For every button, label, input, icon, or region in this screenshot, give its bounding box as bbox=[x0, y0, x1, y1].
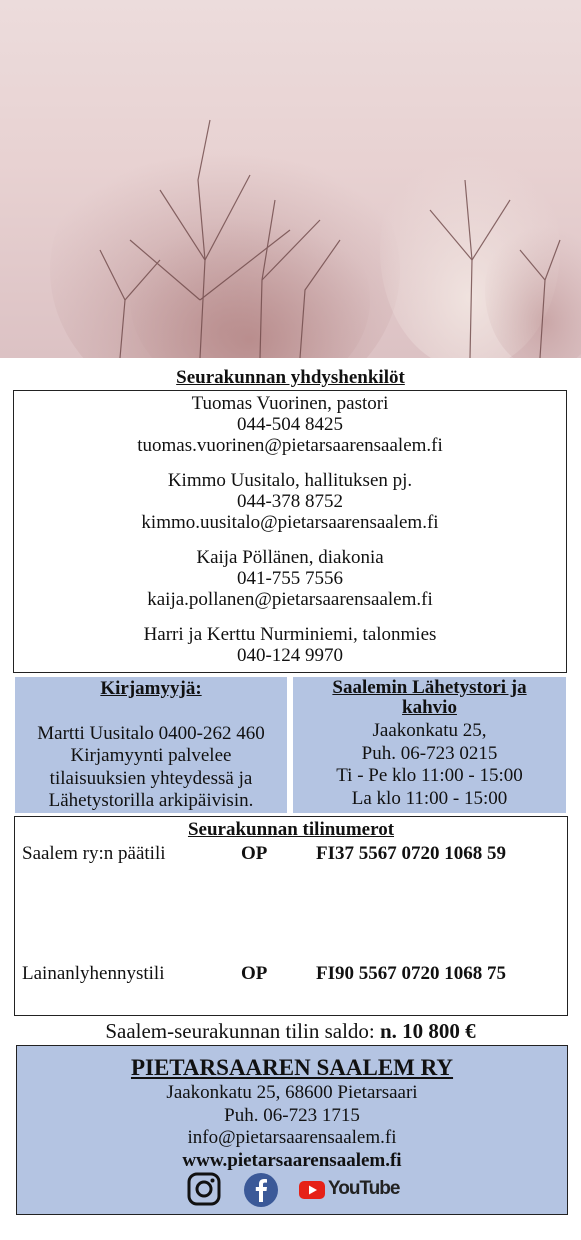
contacts-box bbox=[13, 390, 567, 673]
bookseller-panel bbox=[15, 677, 287, 813]
accounts-box bbox=[14, 816, 568, 1016]
account-name: Saalem ry:n päätili bbox=[22, 843, 166, 864]
contact-card bbox=[14, 624, 566, 666]
org-email[interactable]: info@pietarsaarensaalem.fi bbox=[187, 1127, 397, 1148]
org-name: PIETARSAAREN SAALEM RY bbox=[130, 1055, 454, 1080]
org-website-link[interactable]: www.pietarsaarensaalem.fi bbox=[182, 1149, 402, 1171]
balance-label: Saalem-seurakunnan tilin saldo: bbox=[105, 1019, 380, 1043]
facebook-icon[interactable] bbox=[243, 1172, 279, 1215]
bookseller-heading: Kirjamyyjä: bbox=[100, 678, 202, 699]
bookseller-desc-line: Kirjamyynti palvelee bbox=[70, 745, 232, 766]
bookseller-desc-line: tilaisuuksien yhteydessä ja bbox=[49, 767, 253, 789]
youtube-icon[interactable] bbox=[298, 1178, 400, 1209]
mission-store-hours: Ti - Pe klo 11:00 - 15:00 bbox=[336, 765, 523, 786]
contact-email[interactable]: tuomas.vuorinen@pietarsaarensaalem.fi bbox=[137, 435, 443, 456]
contact-email[interactable]: kimmo.uusitalo@pietarsaarensaalem.fi bbox=[141, 512, 439, 533]
org-footer bbox=[16, 1045, 568, 1215]
contact-card bbox=[14, 547, 566, 610]
bookseller-contact: Martti Uusitalo 0400-262 460 bbox=[37, 722, 265, 744]
account-name: Lainanlyhennystili bbox=[22, 963, 165, 984]
contact-email[interactable]: kaija.pollanen@pietarsaarensaalem.fi bbox=[147, 589, 433, 610]
contact-card bbox=[14, 470, 566, 533]
contact-name: Kaija Pöllänen, diakonia bbox=[196, 547, 384, 568]
mission-store-hours: La klo 11:00 - 15:00 bbox=[351, 787, 508, 809]
social-links bbox=[17, 1172, 567, 1212]
org-phone[interactable]: Puh. 06-723 1715 bbox=[224, 1104, 360, 1126]
bookseller-desc-line: Lähetystorilla arkipäivisin. bbox=[48, 790, 254, 811]
contact-name: Kimmo Uusitalo, hallituksen pj. bbox=[167, 470, 413, 491]
contact-phone[interactable]: 044-378 8752 bbox=[236, 491, 344, 512]
frosted-trees-image bbox=[0, 0, 581, 358]
mission-store-address: Jaakonkatu 25, bbox=[372, 720, 487, 741]
youtube-label: YouTube bbox=[328, 1178, 400, 1199]
contact-phone[interactable]: 040-124 9970 bbox=[236, 645, 344, 666]
account-row bbox=[22, 843, 567, 867]
accounts-heading: Seurakunnan tilinumerot bbox=[187, 819, 395, 840]
mission-store-phone: Puh. 06-723 0215 bbox=[361, 742, 498, 764]
contact-phone[interactable]: 041-755 7556 bbox=[236, 568, 344, 589]
account-bank: OP bbox=[241, 843, 268, 864]
mission-store-panel bbox=[293, 677, 566, 813]
contacts-heading: Seurakunnan yhdyshenkilöt bbox=[176, 367, 405, 388]
mission-store-heading: Saalemin Lähetystori ja kahvio bbox=[332, 677, 527, 718]
header-photo-frosted-trees bbox=[0, 0, 581, 358]
account-row bbox=[22, 963, 567, 987]
account-balance bbox=[0, 1019, 581, 1044]
instagram-icon[interactable] bbox=[187, 1172, 221, 1213]
org-address: Jaakonkatu 25, 68600 Pietarsaari bbox=[166, 1082, 418, 1103]
contact-name: Harri ja Kerttu Nurminiemi, talonmies bbox=[143, 624, 437, 645]
contact-name: Tuomas Vuorinen, pastori bbox=[191, 393, 389, 414]
account-iban: FI90 5567 0720 1068 75 bbox=[316, 963, 506, 984]
contact-phone[interactable]: 044-504 8425 bbox=[236, 414, 344, 435]
contact-card bbox=[14, 393, 566, 456]
balance-value: n. 10 800 € bbox=[380, 1019, 476, 1043]
account-iban: FI37 5567 0720 1068 59 bbox=[316, 843, 506, 864]
account-bank: OP bbox=[241, 963, 268, 984]
